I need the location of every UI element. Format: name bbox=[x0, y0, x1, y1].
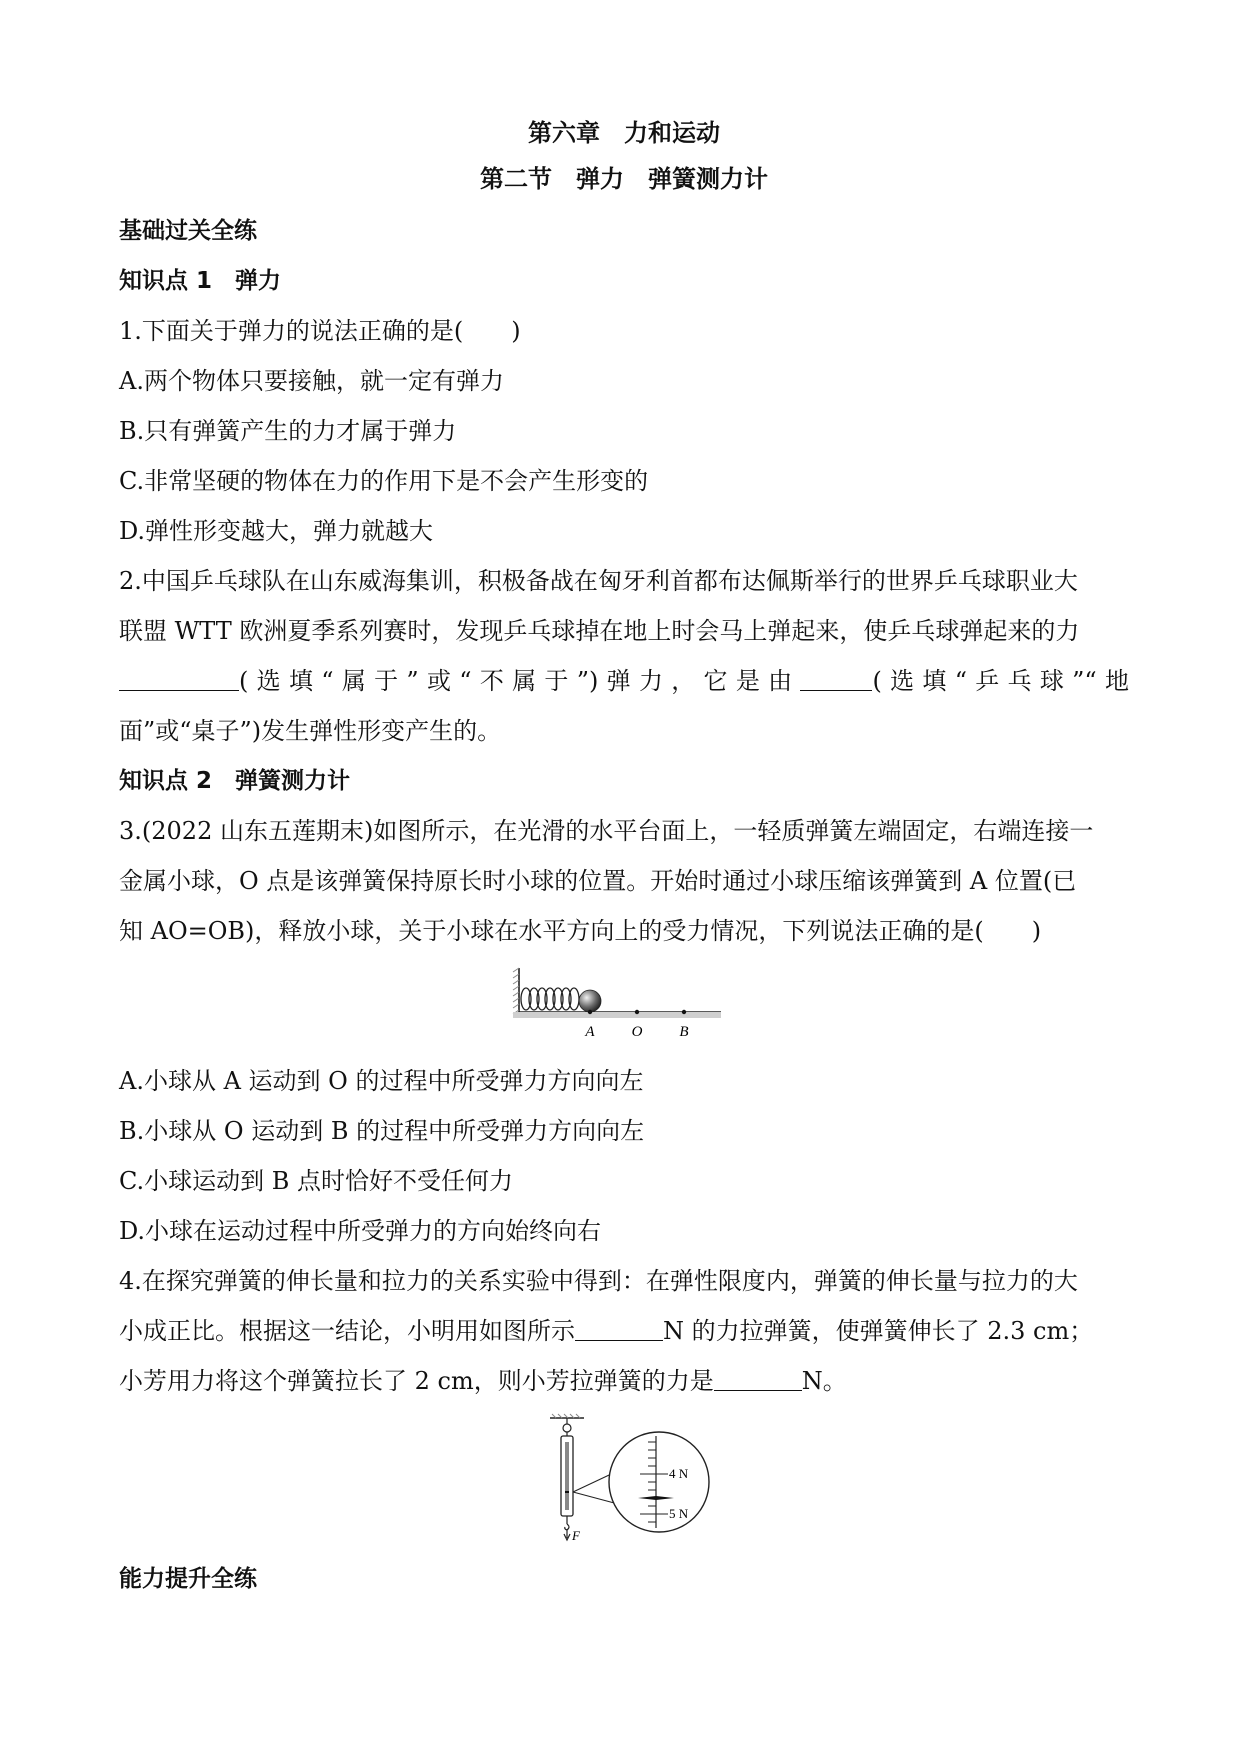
q3-line2: 金属小球，O 点是该弹簧保持原长时小球的位置。开始时通过小球压缩该弹簧到 A 位置(已 bbox=[119, 867, 1077, 895]
point-a-label: A bbox=[585, 1024, 595, 1040]
q4-blank1[interactable] bbox=[575, 1314, 663, 1341]
q2-blank2[interactable] bbox=[800, 664, 872, 691]
force-label: F bbox=[572, 1528, 580, 1542]
magnified-view bbox=[609, 1432, 709, 1532]
section-title: 第二节 弹力 弹簧测力计 bbox=[480, 165, 768, 193]
q1-stem: 1.下面关于弹力的说法正确的是( ) bbox=[119, 317, 521, 345]
chapter-title: 第六章 力和运动 bbox=[528, 119, 720, 147]
q3-option-a: A.小球从 A 运动到 O 的过程中所受弹力方向向左 bbox=[119, 1067, 644, 1095]
q3-option-d: D.小球在运动过程中所受弹力的方向始终向右 bbox=[119, 1217, 602, 1245]
q4-line2 bbox=[119, 1306, 1129, 1356]
q2-line4: 面”或“桌子”)发生弹性形变产生的。 bbox=[119, 717, 502, 745]
q3-line3: 知 AO=OB)，释放小球，关于小球在水平方向上的受力情况，下列说法正确的是( ) bbox=[119, 917, 1042, 945]
part2-heading: 能力提升全练 bbox=[119, 1566, 257, 1592]
q2-line3-a: (选填“属于”或“不属于”)弹力，它是由 bbox=[239, 667, 801, 695]
q2-line3 bbox=[119, 656, 1129, 706]
spring-coil bbox=[521, 988, 579, 1010]
scale-label-5n: 5 N bbox=[669, 1506, 689, 1521]
q4-line3 bbox=[119, 1356, 1129, 1406]
point-b-label: B bbox=[679, 1024, 689, 1040]
q4-line1: 4.在探究弹簧的伸长量和拉力的关系实验中得到：在弹性限度内，弹簧的伸长量与拉力的大 bbox=[119, 1267, 1078, 1295]
q3-option-b: B.小球从 O 运动到 B 的过程中所受弹力方向向左 bbox=[119, 1117, 645, 1145]
part1-heading: 基础过关全练 bbox=[119, 218, 257, 244]
kp1-heading: 知识点 1 弹力 bbox=[119, 268, 282, 294]
q4-line2-b: N 的力拉弹簧，使弹簧伸长了 2.3 cm； bbox=[663, 1317, 1094, 1345]
q4-line3-b: N。 bbox=[801, 1367, 847, 1395]
kp2-heading: 知识点 2 弹簧测力计 bbox=[119, 768, 351, 794]
q3-option-c: C.小球运动到 B 点时恰好不受任何力 bbox=[119, 1167, 514, 1195]
worksheet-page bbox=[119, 110, 1129, 1604]
q2-line2: 联盟 WTT 欧洲夏季系列赛时，发现乒乓球掉在地上时会马上弹起来，使乒乓球弹起来的力 bbox=[119, 617, 1080, 645]
q4-line2-a: 小成正比。根据这一结论，小明用如图所示 bbox=[119, 1317, 575, 1345]
point-o-label: O bbox=[631, 1024, 643, 1040]
spring-ball-figure bbox=[509, 962, 739, 1044]
q2-line3-b: (选填“乒乓球”“地 bbox=[872, 667, 1129, 695]
q4-line3-a: 小芳用力将这个弹簧拉长了 2 cm，则小芳拉弹簧的力是 bbox=[119, 1367, 714, 1395]
q3-line1: 3.(2022 山东五莲期末)如图所示，在光滑的水平台面上，一轻质弹簧左端固定，右端连接一 bbox=[119, 817, 1094, 845]
q2-blank1[interactable] bbox=[119, 664, 239, 691]
metal-ball bbox=[579, 990, 601, 1012]
q4-blank2[interactable] bbox=[714, 1364, 802, 1391]
spring-scale-figure bbox=[538, 1412, 710, 1542]
q1-option-b: B.只有弹簧产生的力才属于弹力 bbox=[119, 417, 457, 445]
scale-label-4n: 4 N bbox=[669, 1466, 689, 1481]
q1-option-c: C.非常坚硬的物体在力的作用下是不会产生形变的 bbox=[119, 467, 649, 495]
q1-option-a: A.两个物体只要接触，就一定有弹力 bbox=[119, 367, 504, 395]
q1-option-d: D.弹性形变越大，弹力就越大 bbox=[119, 517, 434, 545]
q2-line1: 2.中国乒乓球队在山东威海集训，积极备战在匈牙利首都布达佩斯举行的世界乒乓球职业大 bbox=[119, 567, 1078, 595]
